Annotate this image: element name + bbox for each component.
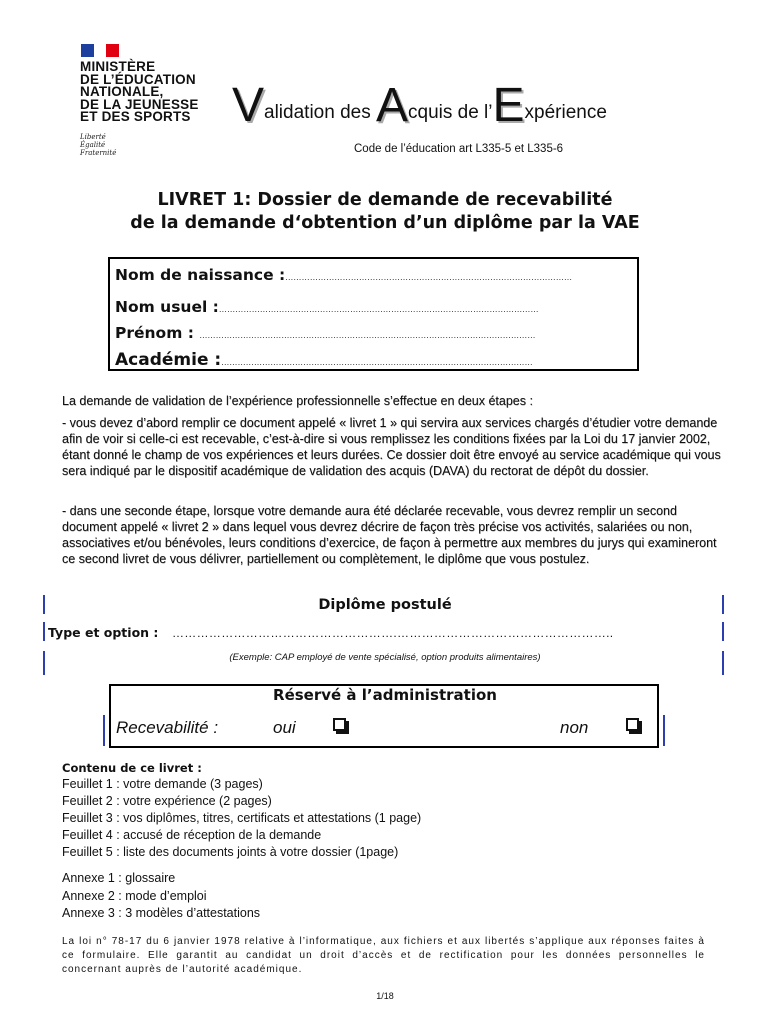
french-flag-logo xyxy=(81,44,119,57)
list-item: Annexe 2 : mode d’emploi xyxy=(62,888,207,903)
non-checkbox[interactable] xyxy=(626,718,639,731)
list-item: Annexe 1 : glossaire xyxy=(62,871,176,885)
title-line-1: LIVRET 1: Dossier de demande de recevabilité xyxy=(157,190,613,210)
type-colon: : xyxy=(153,625,159,640)
list-item: Feuillet 1 : votre demande (3 pages) xyxy=(62,777,263,791)
diplome-title: Diplôme postulé xyxy=(318,597,452,613)
field-label: Prénom : xyxy=(115,324,194,342)
example-hint: (Exemple: CAP employé de vente spécialisé, option produits alimentaires) xyxy=(229,652,541,663)
nom-naissance-field[interactable] xyxy=(115,266,572,284)
nom-usuel-field[interactable] xyxy=(115,298,539,316)
margin-bar xyxy=(722,622,724,641)
field-label: Académie : xyxy=(115,350,222,370)
v-initial: V xyxy=(232,79,265,132)
fill-dots: ……………………………………………………………………………………………………… xyxy=(218,305,539,314)
field-label: Nom de naissance : xyxy=(115,266,286,284)
list-item: Feuillet 3 : vos diplômes, titres, certificats et attestations (1 page) xyxy=(62,811,422,825)
page-number: 1/18 xyxy=(376,991,394,1001)
oui-checkbox[interactable] xyxy=(333,718,346,731)
type-option-field[interactable]: ……………………………………………….…………………………………………….. xyxy=(172,626,614,640)
title-line-2: de la demande d‘obtention d’un diplôme par la VAE xyxy=(130,213,640,233)
intro-paragraph-2: - vous devez d’abord remplir ce document appelé « livret 1 » qui servira aux services chargés d’étudier votre demande afin de voir si celle-ci est recevable, c’est-à-dire si vous remplissez les conditions fixées par la Loi du 17 janvier 2002, étant donné le champ de vos expériences et leurs durées. Ce dossier doit être envoyé au service académique qui vous sera indiqué par le dispositif académique de validation des acquis (DAVA) du rectorat de dépôt du dossier. xyxy=(62,416,721,478)
list-item: Feuillet 2 : votre expérience (2 pages) xyxy=(62,794,272,808)
intro-paragraph-3: - dans une seconde étape, lorsque votre demande aura été déclarée recevable, vous devrez remplir un second document appelé « livret 2 » dans lequel vous devrez décrire de façon très précise vos activités, salariées ou non, associatives et/ou bénévoles, leurs conditions d’exercice, de façon à permettre aux membres du jurys qui examineront ce second livret de vous délivrer, partiellement ou complètement, le diplôme que vous postulez. xyxy=(62,504,717,566)
list-item: Feuillet 5 : liste des documents joints à votre dossier (1page) xyxy=(62,845,399,859)
list-item: Feuillet 4 : accusé de réception de la demande xyxy=(62,828,322,842)
fill-dots: …………………………………………………………………………………………… xyxy=(285,273,573,282)
ministry-line: DE LA JEUNESSE xyxy=(80,96,199,112)
ministry-line: DE L’ÉDUCATION xyxy=(80,71,196,87)
ministry-line: NATIONALE, xyxy=(80,84,164,99)
fill-dots: …………………………………………………………………………………………………… xyxy=(221,358,533,367)
motto-line: Fraternité xyxy=(80,149,117,157)
motto-line: Liberté xyxy=(80,133,106,141)
margin-bar xyxy=(103,715,105,746)
ministry-name xyxy=(80,61,199,124)
type-option-label xyxy=(48,625,158,640)
motto-line: Égalité xyxy=(80,141,106,149)
ministry-line: MINISTÈRE xyxy=(80,59,156,74)
e-initial: E xyxy=(492,79,525,132)
prenom-field[interactable] xyxy=(115,324,536,342)
margin-bar xyxy=(43,622,45,641)
margin-bar xyxy=(663,715,665,746)
a-initial: A xyxy=(375,79,408,132)
list-item: Annexe 3 : 3 modèles d’attestations xyxy=(62,906,261,920)
type-label: Type et option xyxy=(48,625,150,640)
annexes-list xyxy=(62,870,260,923)
academie-field[interactable] xyxy=(115,350,533,370)
admin-title: Réservé à l’administration xyxy=(273,686,497,704)
fill-dots: …………………………………………………………………………………………………………… xyxy=(199,331,536,340)
identity-box xyxy=(108,257,639,371)
vae-heading xyxy=(232,78,607,133)
non-label: non xyxy=(560,718,589,737)
heading-text: cquis de l’ xyxy=(408,102,493,123)
intro-paragraph-1: La demande de validation de l’expérience professionnelle s’effectue en deux étapes : xyxy=(62,394,533,408)
legal-notice: La loi n° 78-17 du 6 janvier 1978 relative à l’informatique, aux fichiers et aux libertés s’applique aux réponses faites à ce formulaire. Elle garantit au candidat un droit d’accès et de rectification pour les données personnelles le concernant auprès de l’autorité académique. xyxy=(62,936,705,975)
republic-motto xyxy=(80,133,116,157)
field-label: Nom usuel : xyxy=(115,298,219,316)
ministry-line: ET DES SPORTS xyxy=(80,109,191,124)
oui-label: oui xyxy=(273,718,296,737)
heading-text: alidation des xyxy=(264,102,376,123)
heading-text: xpérience xyxy=(524,102,607,123)
contents-heading: Contenu de ce livret : xyxy=(62,761,202,775)
document-title xyxy=(0,189,770,235)
code-reference: Code de l’éducation art L335-5 et L335-6 xyxy=(354,143,564,155)
recevabilite-label: Recevabilité : xyxy=(116,718,219,737)
contents-list xyxy=(62,761,421,861)
